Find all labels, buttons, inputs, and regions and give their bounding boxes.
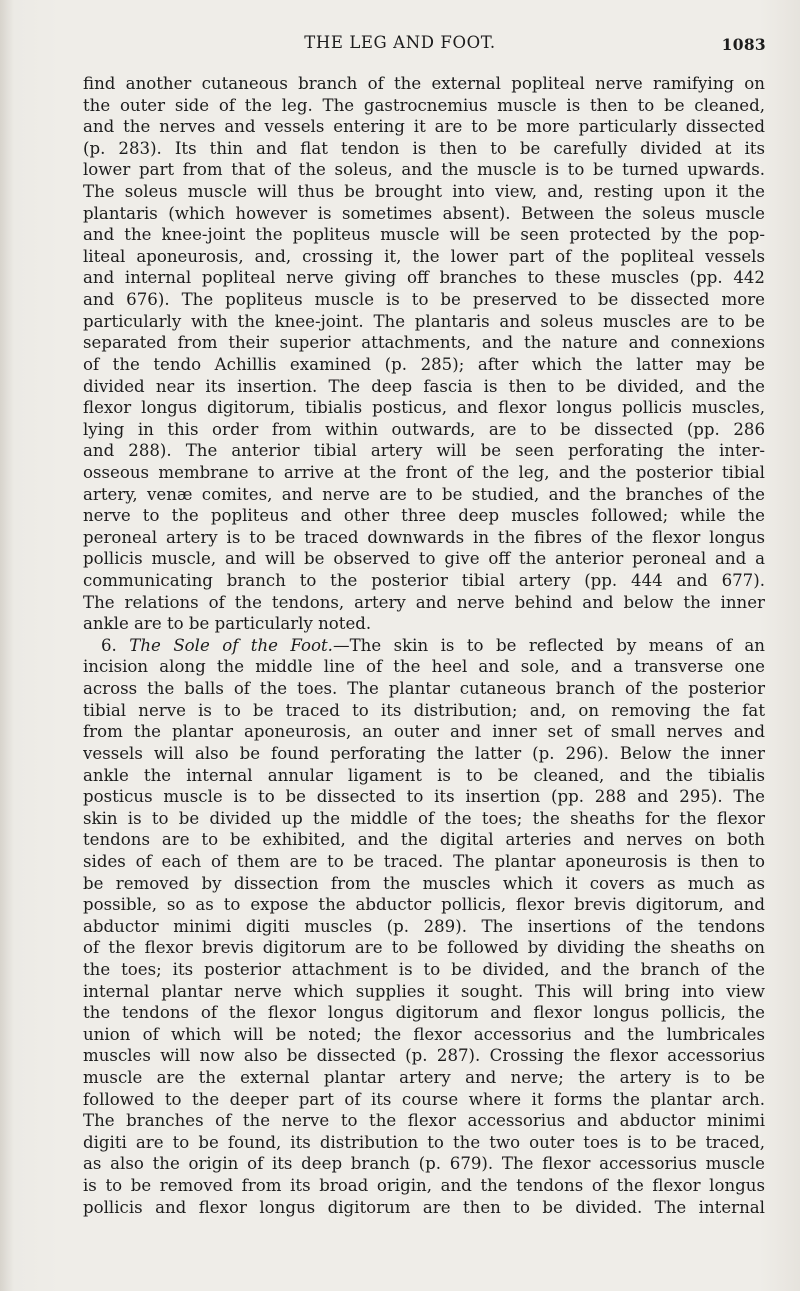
- text-line: muscles will now also be dissected (p. 287). Crossing the flexor accessorius: [83, 1046, 765, 1066]
- text-line: and the nerves and vessels entering it are to be more particularly dissected: [83, 117, 765, 137]
- page-number: 1083: [721, 35, 766, 54]
- text-line: vessels will also be found perforating the latter (p. 296). Below the inner: [83, 743, 765, 763]
- text-line: separated from their superior attachments, and the nature and connexions: [83, 333, 765, 353]
- text-line: liteal aponeurosis, and, crossing it, the lower part of the popliteal vessels: [83, 246, 765, 266]
- section-heading-rest: —The skin is to be reflected by means of an: [332, 635, 765, 655]
- paragraph-end-line: ankle are to be particularly noted.: [83, 614, 372, 634]
- text-line: particularly with the knee-joint. The plantaris and soleus muscles are to be: [83, 311, 765, 331]
- text-line: tibial nerve is to be traced to its distribution; and, on removing the fat: [83, 700, 765, 720]
- text-line: The relations of the tendons, artery and nerve behind and below the inner: [83, 592, 765, 612]
- text-line: osseous membrane to arrive at the front of the leg, and the posterior tibial: [83, 462, 765, 482]
- text-line: possible, so as to expose the abductor pollicis, flexor brevis digitorum, and: [83, 895, 765, 915]
- text-line: lying in this order from within outwards, are to be dissected (pp. 286: [83, 419, 765, 439]
- text-line: from the plantar aponeurosis, an outer and inner set of small nerves and: [83, 722, 765, 742]
- text-line: tendons are to be exhibited, and the digital arteries and nerves on both: [83, 830, 765, 850]
- text-line: followed to the deeper part of its course where it forms the plantar arch.: [83, 1089, 765, 1109]
- section-number: 6.: [101, 635, 117, 655]
- text-line: abductor minimi digiti muscles (p. 289). The insertions of the tendons: [83, 916, 765, 936]
- text-line: lower part from that of the soleus, and the muscle is to be turned upwards.: [83, 160, 765, 180]
- text-line: artery, venæ comites, and nerve are to be studied, and the branches of the: [83, 484, 765, 504]
- text-line: is to be removed from its broad origin, and the tendons of the flexor longus: [83, 1176, 765, 1196]
- text-line: incision along the middle line of the heel and sole, and a transverse one: [83, 657, 765, 677]
- page-header: [0, 30, 800, 60]
- text-line: (p. 283). Its thin and flat tendon is then to be carefully divided at its: [83, 138, 765, 158]
- text-line: flexor longus digitorum, tibialis posticus, and flexor longus pollicis muscles,: [83, 398, 765, 418]
- text-line: of the flexor brevis digitorum are to be followed by dividing the sheaths on: [83, 938, 765, 958]
- text-line: the tendons of the flexor longus digitorum and flexor longus pollicis, the: [83, 1003, 765, 1023]
- text-line: pollicis and flexor longus digitorum are then to be divided. The internal: [83, 1197, 765, 1217]
- running-head: THE LEG AND FOOT.: [304, 33, 496, 52]
- section-title: The Sole of the Foot.: [129, 635, 333, 655]
- text-line: digiti are to be found, its distribution to the two outer toes is to be traced,: [83, 1132, 765, 1152]
- text-line: communicating branch to the posterior tibial artery (pp. 444 and 677).: [83, 571, 765, 591]
- text-line: be removed by dissection from the muscles which it covers as much as: [83, 873, 765, 893]
- text-line: skin is to be divided up the middle of the toes; the sheaths for the flexor: [83, 808, 765, 828]
- text-line: and the knee-joint the popliteus muscle will be seen protected by the pop-: [83, 225, 765, 245]
- text-line: and 288). The anterior tibial artery will be seen perforating the inter-: [83, 441, 765, 461]
- text-line: muscle are the external plantar artery and nerve; the artery is to be: [83, 1068, 765, 1088]
- section-heading-line: [83, 635, 765, 657]
- text-line: and 676). The popliteus muscle is to be preserved to be dissected more: [83, 290, 765, 310]
- text-line: The soleus muscle will thus be brought into view, and, resting upon it the: [83, 182, 765, 202]
- text-line: posticus muscle is to be dissected to its insertion (pp. 288 and 295). The: [83, 787, 765, 807]
- text-line: divided near its insertion. The deep fascia is then to be divided, and the: [83, 376, 765, 396]
- text-line: as also the origin of its deep branch (p. 679). The flexor accessorius muscle: [83, 1154, 765, 1174]
- text-line: pollicis muscle, and will be observed to give off the anterior peroneal and a: [83, 549, 765, 569]
- text-line: union of which will be noted; the flexor accessorius and the lumbricales: [83, 1024, 765, 1044]
- text-line: the outer side of the leg. The gastrocnemius muscle is then to be cleaned,: [83, 95, 765, 115]
- text-line: internal plantar nerve which supplies it sought. This will bring into view: [83, 981, 765, 1001]
- text-line: the toes; its posterior attachment is to be divided, and the branch of the: [83, 959, 765, 979]
- text-line: find another cutaneous branch of the external popliteal nerve ramifying on: [83, 74, 765, 93]
- text-line: peroneal artery is to be traced downwards in the fibres of the flexor longus: [83, 527, 765, 547]
- body-text: [83, 73, 765, 1218]
- text-line: ankle the internal annular ligament is to be cleaned, and the tibialis: [83, 765, 765, 785]
- text-line: plantaris (which however is sometimes absent). Between the soleus muscle: [83, 203, 765, 223]
- text-line: sides of each of them are to be traced. The plantar aponeurosis is then to: [83, 851, 765, 871]
- text-line: nerve to the popliteus and other three deep muscles followed; while the: [83, 506, 765, 526]
- text-line: across the balls of the toes. The plantar cutaneous branch of the posterior: [83, 679, 765, 699]
- text-line: and internal popliteal nerve giving off branches to these muscles (pp. 442: [83, 268, 765, 288]
- text-line: The branches of the nerve to the flexor accessorius and abductor minimi: [83, 1111, 765, 1131]
- text-line: of the tendo Achillis examined (p. 285); after which the latter may be: [83, 354, 765, 374]
